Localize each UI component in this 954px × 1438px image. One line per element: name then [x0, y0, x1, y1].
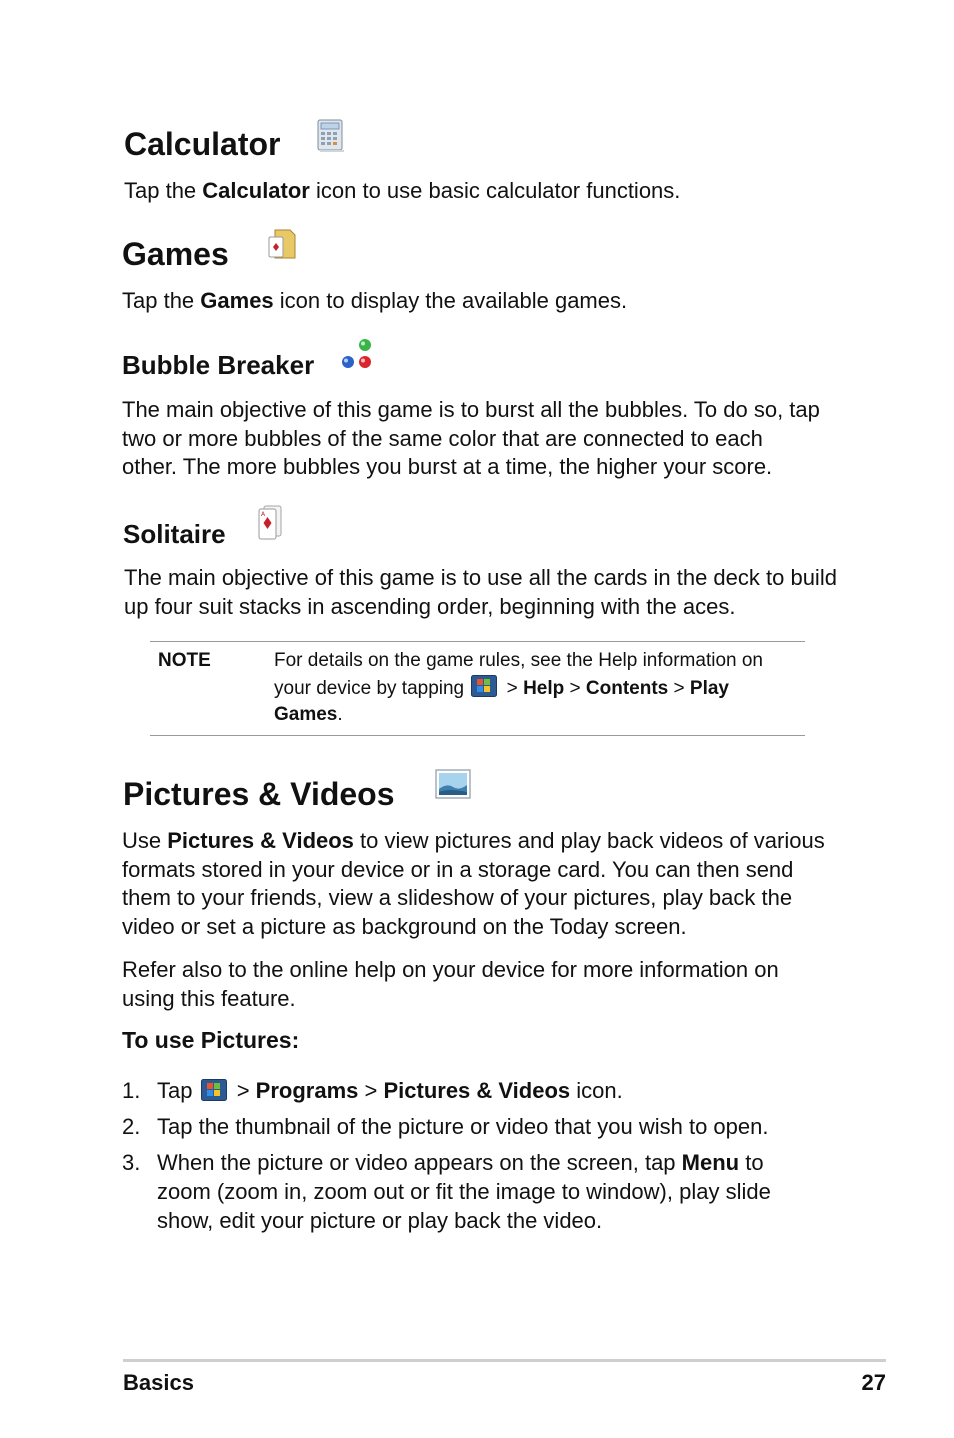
bubble-breaker-heading: Bubble Breaker	[122, 350, 315, 380]
pictures-videos-heading: Pictures & Videos	[123, 776, 395, 812]
games-heading: Games	[122, 236, 229, 272]
calculator-heading: Calculator	[124, 126, 281, 162]
calculator-icon[interactable]	[314, 117, 348, 155]
start-windows-icon	[471, 675, 497, 697]
pictures-videos-help-note: Refer also to the online help on your device for more information on using this feature.	[122, 957, 779, 1011]
steps-list	[122, 1076, 842, 1235]
bubble-breaker-description: The main objective of this game is to burst all the bubbles. To do so, tap two or more bubbles of the same color that are connected to each other. The more bubbles you burst at a time, the higher your score.	[122, 397, 820, 479]
footer-section-label: Basics	[123, 1370, 194, 1395]
list-item: 1. Tap > Programs > Pictures & Videos icon.	[122, 1078, 623, 1103]
calculator-description: Tap the Calculator icon to use basic calculator functions.	[124, 178, 681, 203]
page-number: 27	[861, 1370, 886, 1395]
note-top-rule	[150, 641, 805, 642]
footer-rule	[123, 1359, 886, 1362]
note-label: NOTE	[158, 650, 211, 671]
pictures-videos-icon[interactable]	[434, 767, 472, 801]
to-use-pictures-heading: To use Pictures:	[122, 1027, 300, 1053]
games-folder-icon[interactable]	[266, 225, 300, 263]
pictures-videos-description: Use Pictures & Videos to view pictures and play back videos of various formats stored in your device or in a storage card. You can then send them to your friends, view a slideshow of your pictures, play back the video or set a picture as background on the Today screen.	[122, 828, 825, 939]
note-bottom-rule	[150, 735, 805, 736]
solitaire-description: The main objective of this game is to use all the cards in the deck to build up four suit stacks in ascending order, beginning with the aces.	[124, 565, 837, 619]
solitaire-heading: Solitaire	[123, 519, 226, 549]
solitaire-card-icon[interactable]	[256, 504, 284, 542]
bubble-breaker-icon[interactable]	[339, 336, 375, 372]
svg-text:A: A	[261, 511, 266, 518]
list-item: 3. When the picture or video appears on the screen, tap Menu to zoom (zoom in, zoom out or fit the image to window), play slide show, edit your picture or play back the video.	[122, 1150, 771, 1233]
start-windows-icon	[201, 1079, 227, 1101]
list-item: 2. Tap the thumbnail of the picture or video that you wish to open.	[122, 1114, 769, 1139]
games-description: Tap the Games icon to display the available games.	[122, 288, 628, 313]
note-text: For details on the game rules, see the Help information on your device by tapping > Help > Contents > Play Games.	[274, 650, 763, 725]
